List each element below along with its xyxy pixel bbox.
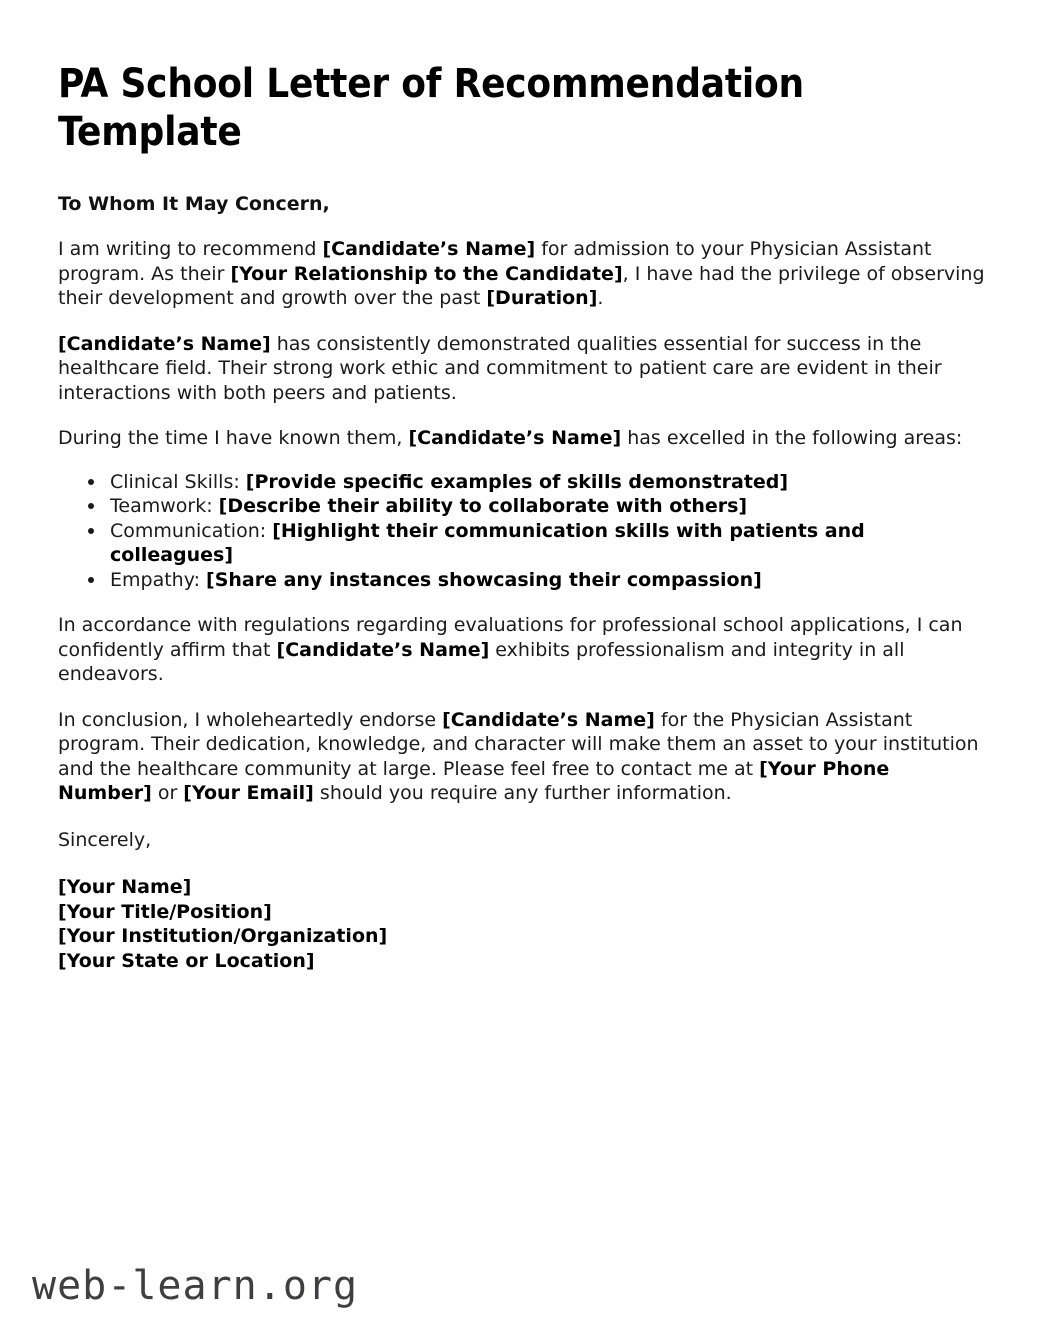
site-watermark: web-learn.org <box>32 1263 359 1309</box>
body-text: During the time I have known them, <box>58 427 409 449</box>
body-text: has excelled in the following areas: <box>621 427 963 449</box>
paragraph-qualities <box>58 332 987 406</box>
list-item <box>88 568 987 593</box>
bullet-icon <box>88 479 94 485</box>
body-text: I am writing to recommend <box>58 238 323 260</box>
bullet-icon <box>88 577 94 583</box>
letter-closing: Sincerely, <box>58 828 152 851</box>
placeholder-token: [Duration] <box>486 287 598 309</box>
paragraph-conclusion <box>58 708 987 806</box>
body-text: . <box>597 287 604 309</box>
body-text: In conclusion, I wholeheartedly endorse <box>58 708 443 731</box>
body-text: for the Physician Assistant program. Their dedication, knowledge, and character will make them an asset to your institution and the healthcare community at large. Please feel free to contact me at <box>58 708 979 780</box>
body-text: should you require any further information. <box>313 782 732 804</box>
letter-body <box>58 60 987 973</box>
list-item <box>88 494 987 519</box>
body-text: In accordance with regulations regarding evaluations for professional school applications, I can confidently affirm that <box>58 614 963 661</box>
skill-label: Empathy: <box>110 568 207 591</box>
body-text: has consistently demonstrated qualities essential for success in the healthcare field. Their strong work ethic and commitment to patient care are evident in their interactions with both peers and patients. <box>58 332 942 404</box>
paragraph-regulations <box>58 613 987 687</box>
signature-line: [Your Institution/Organization] <box>58 925 388 947</box>
placeholder-token: [Candidate’s Name] <box>58 332 271 355</box>
paragraph-areas-lead-in <box>58 426 987 451</box>
placeholder-token: [Your Phone Number] <box>58 757 890 804</box>
letter-salutation: To Whom It May Concern, <box>58 193 330 215</box>
signature-line: [Your Name] <box>58 876 192 898</box>
list-item <box>88 470 987 495</box>
placeholder-token: [Your Email] <box>183 782 314 804</box>
placeholder-token: [Candidate’s Name] <box>442 708 655 731</box>
body-text: for admission to your Physician Assistant program. As their <box>58 238 932 285</box>
body-text: or <box>151 782 184 804</box>
skill-placeholder: [Describe their ability to collaborate with others] <box>218 495 748 517</box>
skill-label: Communication: <box>110 519 273 542</box>
body-text: exhibits professionalism and integrity in all endeavors. <box>58 638 905 685</box>
placeholder-token: [Candidate’s Name] <box>322 238 536 260</box>
bullet-icon <box>88 528 94 534</box>
list-item <box>88 519 987 568</box>
paragraph-intro <box>58 237 987 311</box>
bullet-icon <box>88 503 94 509</box>
signature-line: [Your State or Location] <box>58 949 315 972</box>
signature-line: [Your Title/Position] <box>58 900 272 923</box>
placeholder-token: [Candidate’s Name] <box>408 427 622 449</box>
skill-label: Teamwork: <box>110 495 219 517</box>
placeholder-token: [Candidate’s Name] <box>276 638 490 661</box>
body-text: , I have had the privilege of observing their development and growth over the past <box>58 262 985 309</box>
skill-placeholder: [Provide specific examples of skills demonstrated] <box>245 470 789 493</box>
skills-list <box>58 470 987 593</box>
skill-placeholder: [Highlight their communication skills with patients and colleagues] <box>110 519 865 566</box>
page-title: PA School Letter of Recommendation Template <box>58 61 804 155</box>
signature-block <box>58 875 987 973</box>
skill-placeholder: [Share any instances showcasing their compassion] <box>206 568 762 591</box>
placeholder-token: [Your Relationship to the Candidate] <box>230 262 623 285</box>
skill-label: Clinical Skills: <box>110 470 246 493</box>
